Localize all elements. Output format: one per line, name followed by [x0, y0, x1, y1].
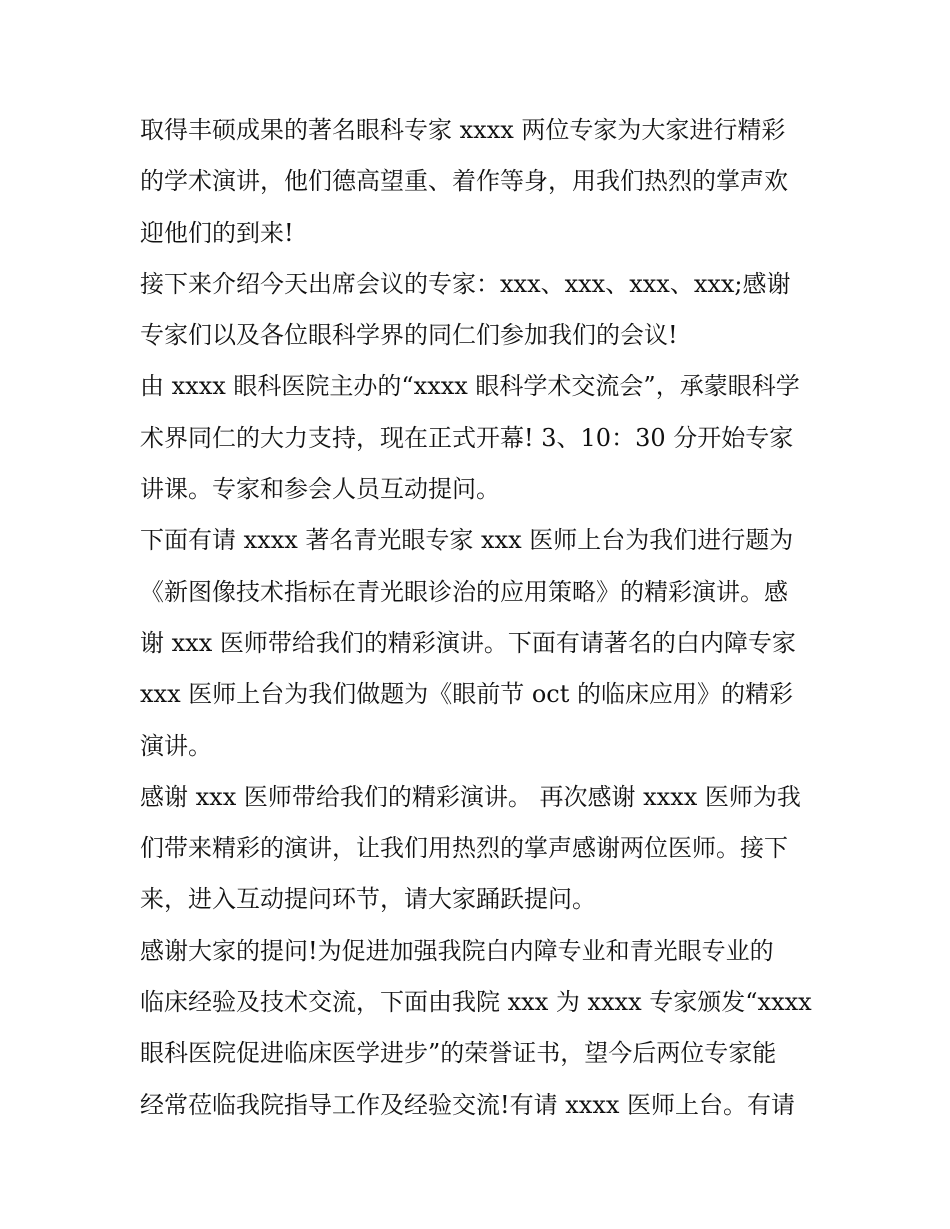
text-line: 取得丰硕成果的著名眼科专家 xxxx 两位专家为大家进行精彩 [140, 116, 786, 144]
text-line: 的学术演讲，他们德高望重、着作等身，用我们热烈的掌声欢 [140, 167, 788, 196]
document-body [140, 105, 820, 1131]
text-line: 演讲。 [140, 731, 212, 760]
text-line: 临床经验及技术交流，下面由我院 xxx 为 xxxx 专家颁发“xxxx [140, 988, 812, 1017]
text-line: 谢 xxx 医师带给我们的精彩演讲。下面有请著名的白内障专家 [140, 628, 796, 657]
text-line: 讲课。专家和参会人员互动提问。 [140, 475, 500, 504]
text-line: 经常莅临我院指导工作及经验交流!有请 xxxx 医师上台。有请 [140, 1090, 796, 1119]
text-line: 迎他们的到来! [140, 218, 294, 247]
text-line: 《新图像技术指标在青光眼诊治的应用策略》的精彩演讲。感 [140, 577, 788, 606]
text-line: 们带来精彩的演讲，让我们用热烈的掌声感谢两位医师。接下 [140, 834, 788, 863]
text-line: 感谢大家的提问!为促进加强我院白内障专业和青光眼专业的 [140, 936, 774, 965]
text-line: xxx 医师上台为我们做题为《眼前节 oct 的临床应用》的精彩 [140, 680, 794, 709]
text-line: 专家们以及各位眼科学界的同仁们参加我们的会议! [140, 321, 678, 350]
text-line: 接下来介绍今天出席会议的专家：xxx、xxx、xxx、xxx;感谢 [140, 269, 791, 298]
text-line: 由 xxxx 眼科医院主办的“xxxx 眼科学术交流会”，承蒙眼科学 [140, 372, 800, 401]
text-line: 来，进入互动提问环节，请大家踊跃提问。 [140, 885, 596, 914]
text-line: 感谢 xxx 医师带给我们的精彩演讲。 再次感谢 xxxx 医师为我 [140, 782, 801, 811]
text-line: 眼科医院促进临床医学进步”的荣誉证书，望今后两位专家能 [140, 1039, 777, 1068]
text-line: 下面有请 xxxx 著名青光眼专家 xxx 医师上台为我们进行题为 [140, 526, 794, 555]
text-line: 术界同仁的大力支持，现在正式开幕! 3、10：30 分开始专家 [140, 423, 794, 452]
